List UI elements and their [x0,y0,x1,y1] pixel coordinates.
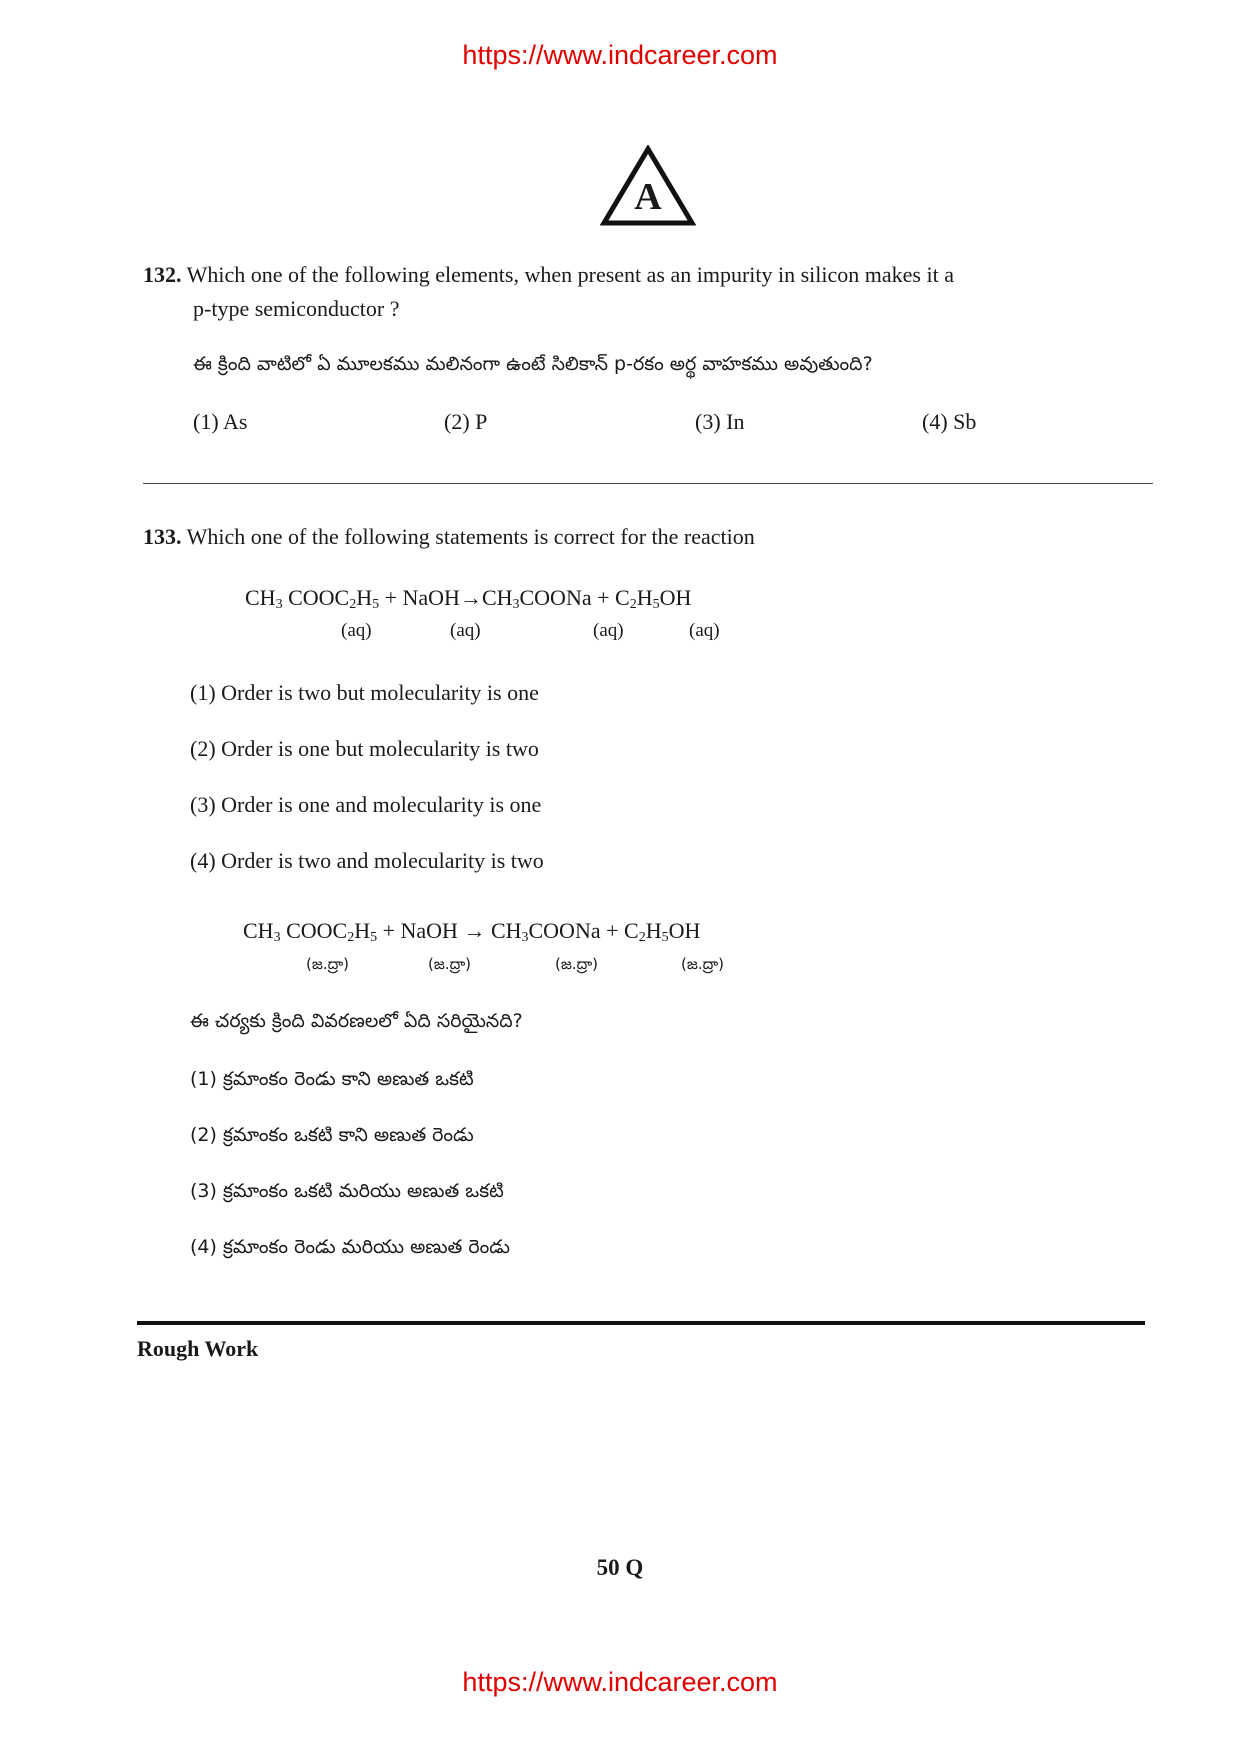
arrow-icon: → [459,585,482,610]
question-132-telugu: ఈ క్రింది వాటిలో ఏ మూలకము మలినంగా ఉంటే సిలికాన్ p-రకం అర్థ వాహకము అవుతుంది? [193,353,873,375]
product-sodium-acetate: $CH_3COONa$ [490,918,601,945]
question-text: Which one of the following statements is correct for the reaction [186,524,755,549]
plus-sign: + [597,585,610,610]
option-133-te-3[interactable]: (3) క్రమాంకం ఒకటి మరియు అణుత ఒకటి [190,1180,504,1202]
reaction-equation-en [245,585,691,613]
state-label: (aq) [689,620,720,641]
option-133-te-4[interactable]: (4) క్రమాంకం రెండు మరియు అణుత రెండు [190,1236,510,1258]
option-133-3[interactable]: (3) Order is one and molecularity is one [190,792,542,817]
product-ethanol: $C_2H_5OH$ [615,585,692,612]
option-132-2[interactable]: (2) P [444,409,488,434]
state-label: (aq) [450,620,481,641]
option-133-te-2[interactable]: (2) క్రమాంకం ఒకటి కాని అణుత రెండు [190,1124,474,1146]
plus-sign: + [382,918,395,943]
question-132 [143,258,1153,292]
booklet-code-letter: A [634,176,662,218]
option-132-1[interactable]: (1) As [193,409,248,434]
footer-url[interactable]: https://www.indcareer.com [462,1667,778,1697]
option-133-1[interactable]: (1) Order is two but molecularity is one [190,680,539,705]
product-ethanol: $C_2H_5OH$ [624,918,701,945]
reactant-naoh: NaOH [400,918,458,943]
option-133-te-1[interactable]: (1) క్రమాంకం రెండు కాని అణుత ఒకటి [190,1068,474,1090]
product-sodium-acetate: $CH_3COONa$ [481,585,592,612]
plus-sign: + [384,585,397,610]
state-label-te: (జ.ద్రా) [306,955,350,973]
question-133 [143,520,755,554]
option-132-3[interactable]: (3) In [695,409,745,434]
option-133-2[interactable]: (2) Order is one but molecularity is two [190,736,539,761]
question-text-line1: Which one of the following elements, when present as an impurity in silicon makes it a [186,262,954,287]
state-label: (aq) [593,620,624,641]
rough-work-label: Rough Work [137,1336,259,1361]
state-label: (aq) [341,620,372,641]
state-label-te: (జ.ద్రా) [555,955,599,973]
option-133-4[interactable]: (4) Order is two and molecularity is two [190,848,544,873]
header-url[interactable]: https://www.indcareer.com [462,40,778,70]
plus-sign: + [606,918,619,943]
state-label-te: (జ.ద్రా) [428,955,472,973]
reactant-ethyl-acetate: $CH_3$ $COOC_2H_5$ [245,585,380,612]
reactant-naoh: NaOH [402,585,460,610]
reaction-equation-te [243,918,700,946]
booklet-code-badge [600,145,696,227]
question-divider [143,483,1153,484]
question-text-line2: p-type semiconductor ? [193,296,400,321]
state-label-te: (జ.ద్రా) [681,955,725,973]
question-133-telugu: ఈ చర్యకు క్రింది వివరణలలో ఏది సరియైనది? [190,1010,523,1032]
reactant-ethyl-acetate: $CH_3$ $COOC_2H_5$ [243,918,378,945]
question-number: 132. [143,262,182,287]
rough-work-divider [137,1321,1145,1325]
arrow-icon: → [463,918,486,943]
option-132-4[interactable]: (4) Sb [922,409,977,434]
page-number: 50 Q [596,1555,644,1580]
question-number: 133. [143,524,182,549]
